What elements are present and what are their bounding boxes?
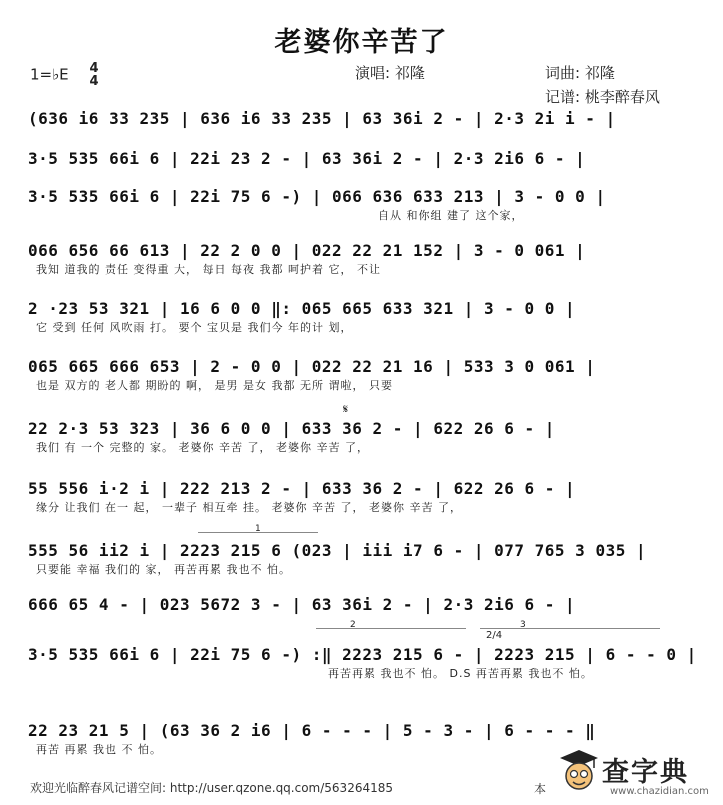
notes-line: 22 2·3 53 323 | 36 6 0 0 | 633 36 2 - | 622 26 6 - | — [28, 419, 555, 438]
lyric-line: 自从 和你组 建了 这个家， — [378, 209, 524, 222]
notes-line: 666 65 4 - | 023 5672 3 - | 63 36i 2 - | 2·3 2i6 6 - | — [28, 595, 576, 614]
key-signature — [30, 62, 99, 88]
notes-line: 3·5 535 66i 6 | 22i 23 2 - | 63 36i 2 - | 2·3 2i6 6 - | — [28, 149, 586, 168]
lyric-line: 我们 有 一个 完整的 家。 老婆你 辛苦 了， 老婆你 辛苦 了， — [36, 441, 369, 454]
time-signature — [89, 62, 98, 88]
song-title: 老婆你辛苦了 — [274, 27, 449, 58]
lyric-line: 只要能 幸福 我们的 家， 再苦再累 我也不 怕。 — [36, 563, 291, 576]
notes-line: 55 556 i·2 i | 222 213 2 - | 633 36 2 - | 622 26 6 - | — [28, 479, 576, 498]
notes-line: (636 i6 33 235 | 636 i6 33 235 | 63 36i 2 - | 2·3 2i i - | — [28, 109, 616, 128]
lyric-line: 也是 双方的 老人都 期盼的 啊， 是男 是女 我都 无所 谓啦， 只要 — [36, 379, 393, 392]
lyric-line: 缘分 让我们 在一 起， 一辈子 相互牵 挂。 老婆你 辛苦 了， 老婆你 辛苦 了， — [36, 501, 462, 514]
segno-icon: 𝄋 — [343, 402, 349, 416]
brand-url: www.chazidian.com — [610, 786, 709, 797]
transcriber-credit: 记谱: 桃李醉春风 — [545, 88, 660, 106]
notes-line: 22 23 21 5 | (63 36 2 i6 | 6 - - - | 5 - 3 - | 6 - - - ‖ — [28, 721, 596, 740]
lyricist-credit: 词曲: 祁隆 — [545, 64, 615, 82]
key-text: 1=♭E — [30, 65, 69, 84]
notes-line: 065 665 666 653 | 2 - 0 0 | 022 22 21 16 | 533 3 0 061 | — [28, 357, 596, 376]
volta-bracket-3 — [480, 628, 660, 629]
notes-line: 2 ·23 53 321 | 16 6 0 0 ‖: 065 665 633 321 | 3 - 0 0 | — [28, 299, 576, 318]
lyric-line: 再苦 再累 我也 不 怕。 — [36, 743, 162, 756]
site-logo — [534, 748, 718, 800]
singer-credit: 演唱: 祁隆 — [355, 64, 425, 82]
meter-change: 2/4 — [486, 630, 503, 641]
volta-1-label: 1 — [255, 524, 261, 534]
time-signature-bottom: 4 — [89, 74, 99, 89]
notes-line: 3·5 535 66i 6 | 22i 75 6 -) :‖ 2223 215 6 - | 2223 215 | 6 - - 0 | — [28, 645, 697, 664]
notes-line: 3·5 535 66i 6 | 22i 75 6 -) | 066 636 633 213 | 3 - 0 0 | — [28, 187, 606, 206]
notes-line: 066 656 66 613 | 22 2 0 0 | 022 22 21 152 | 3 - 0 061 | — [28, 241, 586, 260]
volta-bracket-2 — [316, 628, 466, 629]
footer-credit: 欢迎光临醉春风记谱空间: http://user.qzone.qq.com/563264185 — [30, 781, 394, 795]
graduate-face-icon — [558, 748, 600, 794]
volta-2-label: 2 — [350, 620, 356, 630]
lyric-line: 我知 道我的 责任 变得重 大， 每日 每夜 我都 呵护着 它， 不让 — [36, 263, 381, 276]
brand-text: 查字典 — [602, 757, 689, 788]
time-signature-top: 4 — [89, 61, 99, 76]
volta-3-label: 3 — [520, 620, 526, 630]
ben-label: 本 — [534, 782, 547, 796]
lyric-line: 再苦再累 我也不 怕。 D.S 再苦再累 我也不 怕。 — [328, 667, 593, 680]
notes-line: 555 56 ii2 i | 2223 215 6 (023 | iii i7 6 - | 077 765 3 035 | — [28, 541, 647, 560]
lyric-line: 它 受到 任何 风吹雨 打。 要个 宝贝是 我们今 年的计 划， — [36, 321, 353, 334]
